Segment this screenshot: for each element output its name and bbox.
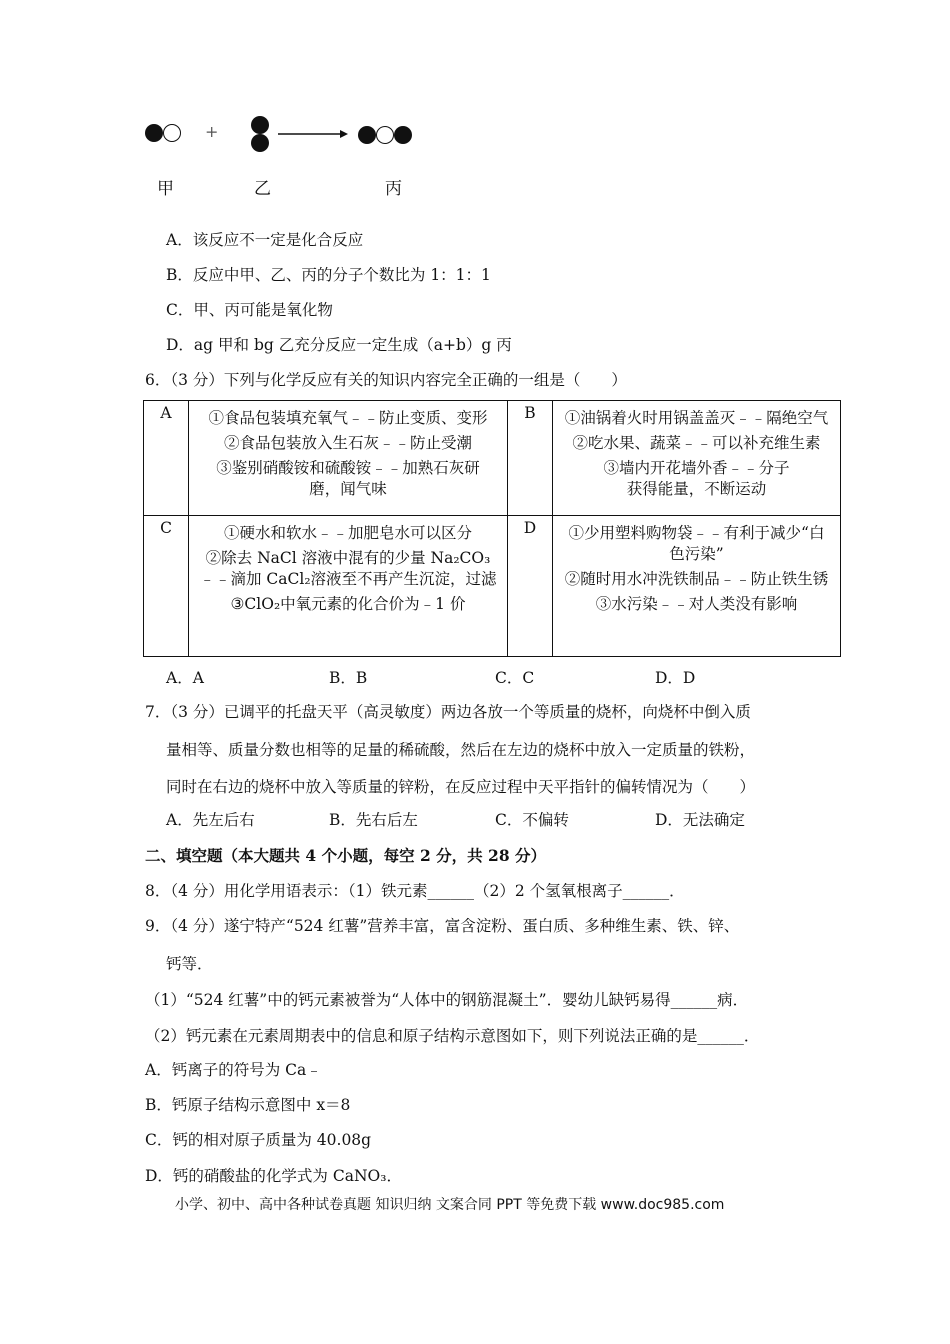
cell-b-item-3: ③墙内开花墙外香﹣﹣分子获得能量，不断运动 — [603, 459, 790, 498]
white-atom-icon — [376, 126, 394, 144]
cell-a-item-2: ②食品包装放入生石灰﹣﹣防止受潮 — [223, 434, 472, 452]
q5-option-a: A．该反应不一定是化合反应 — [166, 231, 364, 249]
cell-c-item-1: ①硬水和软水﹣﹣加肥皂水可以区分 — [223, 524, 472, 542]
cell-b-item-2: ②吃水果、蔬菜﹣﹣可以补充维生素 — [572, 434, 821, 452]
q9-line-3: （1）“524 红薯”中的钙元素被誉为“人体中的钢筋混凝土”．婴幼儿缺钙易得______病． — [145, 991, 749, 1009]
q7-option-b: B．先右后左 — [329, 811, 418, 829]
cell-c-item-3: ③ClO₂中氧元素的化合价为﹣1 价 — [230, 595, 466, 613]
black-atom-icon — [394, 126, 412, 144]
q6-table — [143, 400, 841, 657]
cell-b-item-1: ①油锅着火时用锅盖盖灭﹣﹣隔绝空气 — [564, 409, 829, 427]
key-b: B — [508, 401, 553, 516]
black-atom-icon — [251, 134, 269, 152]
q5-option-c: C．甲、丙可能是氧化物 — [166, 301, 333, 319]
key-c: C — [144, 516, 189, 657]
q5-option-d: D．ag 甲和 bg 乙充分反应一定生成（a+b）g 丙 — [166, 336, 512, 354]
black-atom-icon — [251, 116, 269, 134]
white-atom-icon — [163, 124, 181, 142]
q5-option-b: B．反应中甲、乙、丙的分子个数比为 1：1：1 — [166, 266, 491, 284]
q6-stem: 6．（3 分）下列与化学反应有关的知识内容完全正确的一组是（ ） — [145, 371, 627, 389]
page-footer: 小学、初中、高中各种试卷真题 知识归纳 文案合同 PPT 等免费下载 www.doc985.com — [175, 1197, 725, 1213]
label-yi: 乙 — [254, 179, 271, 199]
q9-line-1: 9．（4 分）遂宁特产“524 红薯”营养丰富，富含淀粉、蛋白质、多种维生素、铁、锌、 — [145, 917, 740, 935]
q9-option-d: D．钙的硝酸盐的化学式为 CaNO₃． — [145, 1167, 402, 1185]
label-bing: 丙 — [385, 179, 402, 199]
cell-d-item-3: ③水污染﹣﹣对人类没有影响 — [595, 595, 798, 613]
molecule-jia — [145, 124, 185, 144]
q9-option-b: B．钙原子结构示意图中 x＝8 — [145, 1096, 351, 1114]
cell-a-item-1: ①食品包装填充氧气﹣﹣防止变质、变形 — [208, 409, 488, 427]
q7-option-c: C．不偏转 — [495, 811, 569, 829]
q9-line-4: （2）钙元素在元素周期表中的信息和原子结构示意图如下，则下列说法正确的是______． — [145, 1027, 760, 1045]
q9-option-c: C．钙的相对原子质量为 40.08g — [145, 1131, 372, 1149]
reaction-arrow-icon — [278, 127, 348, 141]
table-row — [144, 401, 841, 516]
q7-option-d: D．无法确定 — [655, 811, 745, 829]
q8-stem: 8．（4 分）用化学用语表示：（1）铁元素______（2）2 个氢氧根离子______． — [145, 882, 685, 900]
cell-d — [553, 516, 841, 657]
q6-option-a: A．A — [166, 669, 204, 687]
q7-option-a: A．先左后右 — [166, 811, 255, 829]
molecule-bing — [358, 126, 418, 146]
plus-sign: + — [205, 122, 219, 141]
q6-option-b: B．B — [329, 669, 368, 687]
cell-a-item-3: ③鉴别硝酸铵和硫酸铵﹣﹣加熟石灰研磨，闻气味 — [216, 459, 480, 498]
q7-line-2: 量相等、质量分数也相等的足量的稀硫酸，然后在左边的烧杯中放入一定质量的铁粉， — [166, 741, 756, 759]
cell-d-item-2: ②随时用水冲洗铁制品﹣﹣防止铁生锈 — [564, 570, 829, 588]
q9-line-2: 钙等． — [166, 955, 213, 973]
q6-option-c: C．C — [495, 669, 535, 687]
molecule-yi — [251, 116, 271, 156]
cell-c-item-2: ②除去 NaCl 溶液中混有的少量 Na₂CO₃﹣﹣滴加 CaCl₂溶液至不再产生沉淀，过滤 — [199, 549, 497, 588]
table-row — [144, 516, 841, 657]
q7-line-1: 7．（3 分）已调平的托盘天平（高灵敏度）两边各放一个等质量的烧杯，向烧杯中倒入质 — [145, 703, 751, 721]
q9-option-a: A．钙离子的符号为 Ca﹣ — [145, 1061, 322, 1079]
cell-a — [189, 401, 508, 516]
section-heading: 二、填空题（本大题共 4 个小题，每空 2 分，共 28 分） — [145, 846, 547, 865]
cell-c — [189, 516, 508, 657]
q7-line-3: 同时在右边的烧杯中放入等质量的锌粉，在反应过程中天平指针的偏转情况为（ ） — [166, 778, 756, 796]
key-a: A — [144, 401, 189, 516]
black-atom-icon — [145, 124, 163, 142]
label-jia: 甲 — [157, 179, 174, 199]
cell-b — [553, 401, 841, 516]
key-d: D — [508, 516, 553, 657]
black-atom-icon — [358, 126, 376, 144]
q6-option-d: D．D — [655, 669, 696, 687]
cell-d-item-1: ①少用塑料购物袋﹣﹣有利于减少“白色污染” — [568, 524, 825, 563]
